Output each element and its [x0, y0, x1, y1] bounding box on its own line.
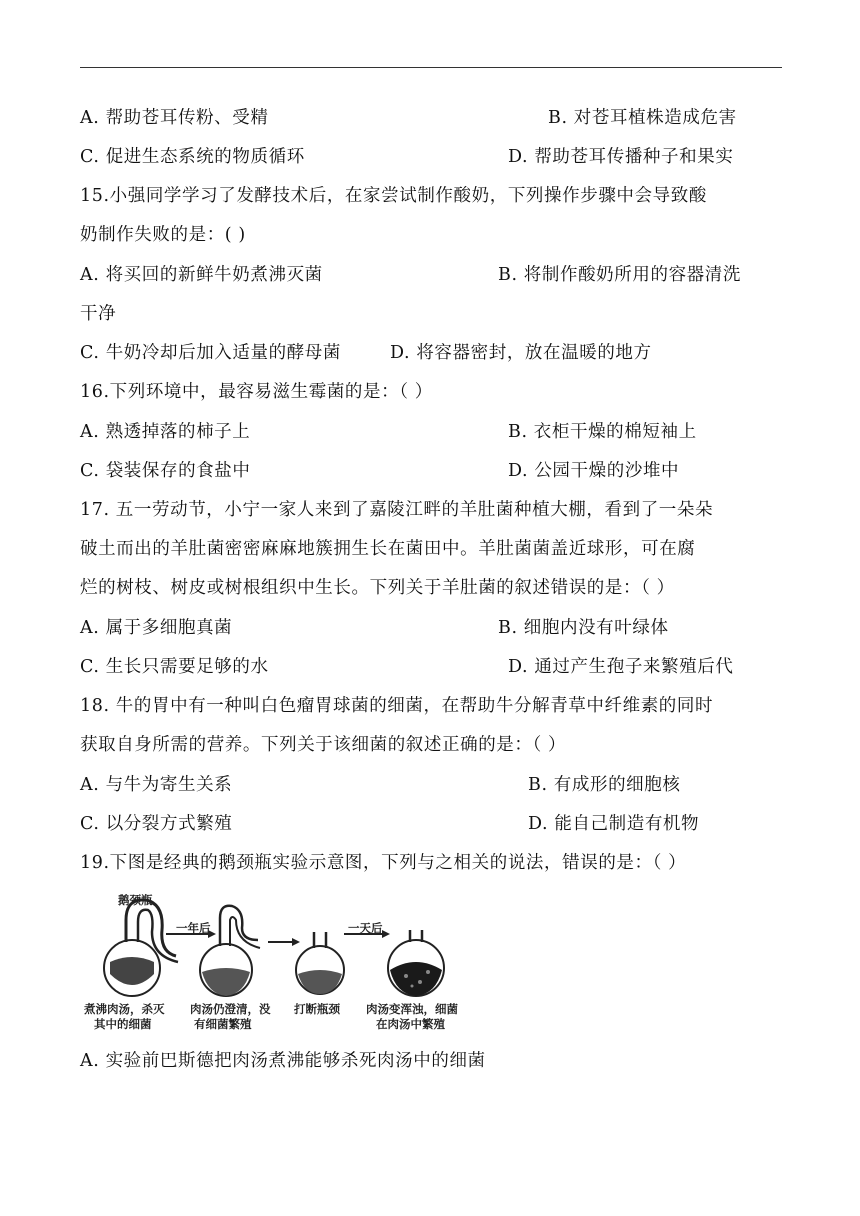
flask-4-icon: [388, 930, 444, 996]
arrow-1-label: 一年后: [176, 921, 211, 935]
q16-option-a: A. 熟透掉落的柿子上: [80, 422, 251, 442]
arrow-2-icon: [268, 938, 300, 946]
q15-option-b-continued: 干净: [80, 304, 117, 324]
q17-stem-line1: 17. 五一劳动节，小宁一家人来到了嘉陵江畔的羊肚菌种植大棚，看到了一朵朵: [80, 500, 714, 520]
q16-option-c: C. 袋装保存的食盐中: [80, 461, 251, 481]
q18-stem-line2: 获取自身所需的营养。下列关于该细菌的叙述正确的是：（ ）: [80, 735, 567, 755]
q17-stem-line3: 烂的树枝、树皮或树根组织中生长。下列关于羊肚菌的叙述错误的是：（ ）: [80, 578, 675, 598]
q17-option-d: D. 通过产生孢子来繁殖后代: [508, 657, 734, 677]
q15-stem-line2: 奶制作失败的是：( ): [80, 225, 246, 245]
q15-option-d: D. 将容器密封，放在温暖的地方: [390, 343, 652, 363]
q18-option-b: B. 有成形的细胞核: [528, 775, 681, 795]
q14-option-c: C. 促进生态系统的物质循环: [80, 147, 305, 167]
q19-stem: 19.下图是经典的鹅颈瓶实验示意图，下列与之相关的说法，错误的是：（ ）: [80, 853, 687, 873]
q19-option-a: A. 实验前巴斯德把肉汤煮沸能够杀死肉汤中的细菌: [80, 1051, 486, 1071]
flask-title: 鹅颈瓶: [118, 893, 153, 907]
caption-2-line2: 有细菌繁殖: [194, 1017, 252, 1031]
q15-option-b: B. 将制作酸奶所用的容器清洗: [498, 265, 741, 285]
q14-option-a: A. 帮助苍耳传粉、受精: [80, 108, 269, 128]
flask-3-icon: [296, 932, 344, 994]
caption-3: 打断瓶颈: [294, 1002, 340, 1016]
header-rule: [80, 67, 782, 68]
q16-stem: 16.下列环境中，最容易滋生霉菌的是：（ ）: [80, 382, 433, 402]
q14-option-d: D. 帮助苍耳传播种子和果实: [508, 147, 734, 167]
caption-1-line2: 其中的细菌: [94, 1017, 152, 1031]
q17-option-c: C. 生长只需要足够的水: [80, 657, 269, 677]
q18-option-c: C. 以分裂方式繁殖: [80, 814, 233, 834]
q18-option-a: A. 与牛为寄生关系: [80, 775, 233, 795]
q15-option-a: A. 将买回的新鲜牛奶煮沸灭菌: [80, 265, 323, 285]
q14-option-b: B. 对苍耳植株造成危害: [548, 108, 737, 128]
q17-stem-line2: 破土而出的羊肚菌密密麻麻地簇拥生长在菌田中。羊肚菌菌盖近球形，可在腐: [80, 539, 696, 559]
swan-neck-flask-figure: [80, 890, 480, 1040]
q17-option-a: A. 属于多细胞真菌: [80, 618, 233, 638]
q16-option-b: B. 衣柜干燥的棉短袖上: [508, 422, 697, 442]
q17-option-b: B. 细胞内没有叶绿体: [498, 618, 669, 638]
q18-option-d: D. 能自己制造有机物: [528, 814, 700, 834]
arrow-2-label: 一天后: [348, 921, 383, 935]
q15-stem-line1: 15.小强同学学习了发酵技术后，在家尝试制作酸奶，下列操作步骤中会导致酸: [80, 186, 707, 206]
flask-1-icon: [104, 900, 178, 996]
caption-4-line1: 肉汤变浑浊，细菌: [366, 1002, 458, 1016]
caption-2-line1: 肉汤仍澄清，没: [190, 1002, 271, 1016]
q18-stem-line1: 18. 牛的胃中有一种叫白色瘤胃球菌的细菌，在帮助牛分解青草中纤维素的同时: [80, 696, 714, 716]
caption-4-line2: 在肉汤中繁殖: [376, 1017, 445, 1031]
caption-1-line1: 煮沸肉汤，杀灭: [84, 1002, 165, 1016]
q16-option-d: D. 公园干燥的沙堆中: [508, 461, 680, 481]
q15-option-c: C. 牛奶冷却后加入适量的酵母菌: [80, 343, 341, 363]
